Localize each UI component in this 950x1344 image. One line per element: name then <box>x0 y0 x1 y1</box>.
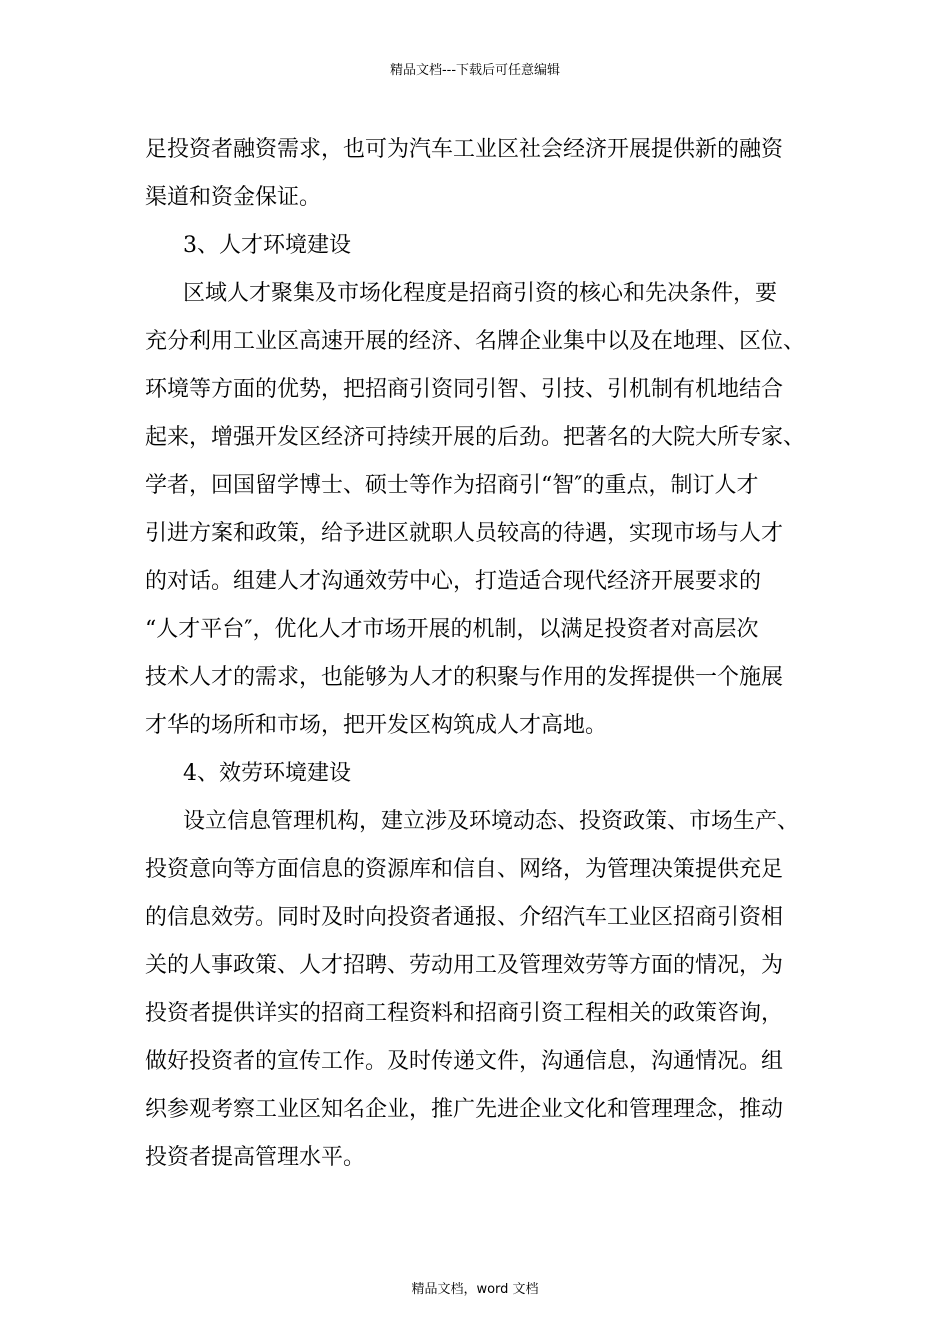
text-line: 区域人才聚集及市场化程度是招商引资的核心和先决条件，要 <box>183 281 778 306</box>
text-line: 才华的场所和市场，把开发区构筑成人才高地。 <box>145 713 608 738</box>
page-footer: 精品文档，word 文档 <box>411 1282 539 1297</box>
text-line: 技术人才的需求，也能够为人才的积聚与作用的发挥提供一个施展 <box>145 665 784 690</box>
text-line: 设立信息管理机构，建立涉及环境动态、投资政策、市场生产、 <box>183 809 800 834</box>
text-line: 足投资者融资需求，也可为汽车工业区社会经济开展提供新的融资 <box>145 137 784 162</box>
text-line: 做好投资者的宣传工作。及时传递文件，沟通信息，沟通情况。组 <box>145 1049 784 1074</box>
text-line: 3、人才环境建设 <box>183 233 351 258</box>
document-body <box>145 126 815 1182</box>
text-line: 投资意向等方面信息的资源库和信自、网络，为管理决策提供充足 <box>145 857 784 882</box>
text-line: 的对话。组建人才沟通效劳中心，打造适合现代经济开展要求的 <box>145 569 762 594</box>
text-line: 投资者提高管理水平。 <box>145 1145 366 1170</box>
text-line: 织参观考察工业区知名企业，推广先进企业文化和管理理念，推动 <box>145 1097 784 1122</box>
text-line: 起来，增强开发区经济可持续开展的后劲。把著名的大院大所专家、 <box>145 425 806 450</box>
page-header: 精品文档---下载后可任意编辑 <box>389 63 561 78</box>
text-line: 学者，回国留学博士、硕士等作为招商引“智″的重点，制订人才 <box>145 473 759 498</box>
text-line: 环境等方面的优势，把招商引资同引智、引技、引机制有机地结合 <box>145 377 784 402</box>
text-line: 充分利用工业区高速开展的经济、名牌企业集中以及在地理、区位、 <box>145 329 806 354</box>
text-line: “人才平台″，优化人才市场开展的机制，以满足投资者对高层次 <box>145 617 759 642</box>
text-line: 渠道和资金保证。 <box>145 185 322 210</box>
text-line: 的信息效劳。同时及时向投资者通报、介绍汽车工业区招商引资相 <box>145 905 784 930</box>
text-line: 投资者提供详实的招商工程资料和招商引资工程相关的政策咨询， <box>145 1001 784 1026</box>
text-line: 关的人事政策、人才招聘、劳动用工及管理效劳等方面的情况，为 <box>145 953 784 978</box>
text-line: 4、效劳环境建设 <box>183 761 351 786</box>
text-line: 引进方案和政策，给予进区就职人员较高的待遇，实现市场与人才 <box>145 521 784 546</box>
